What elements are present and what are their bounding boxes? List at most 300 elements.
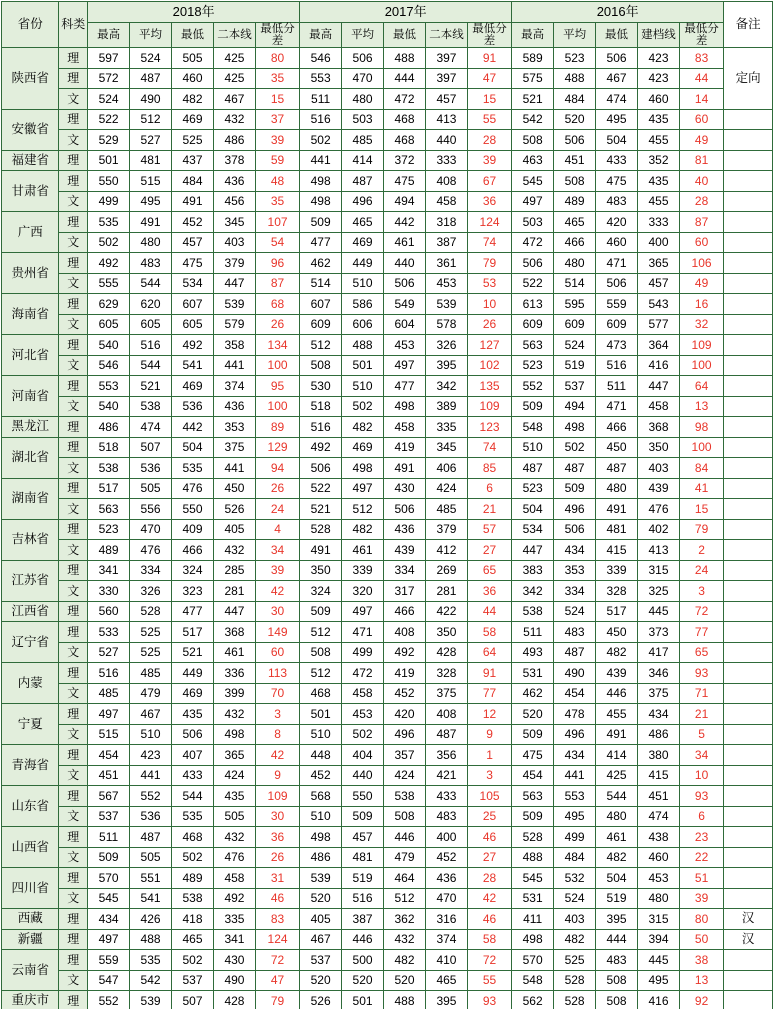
table-row [2,806,773,827]
province-cell: 云南省 [2,950,59,991]
score-cell-2018-3: 486 [213,130,255,151]
score-cell-2017-2: 604 [384,314,426,335]
score-cell-2017-3: 485 [426,499,468,520]
score-cell-2017-4: 127 [467,335,511,356]
score-cell-2018-2: 544 [172,786,214,807]
score-cell-2016-4: 14 [679,89,723,110]
score-cell-2017-2: 492 [384,642,426,663]
score-cell-2016-2: 425 [596,765,638,786]
score-cell-2016-2: 415 [596,540,638,561]
score-cell-2018-0: 535 [88,212,130,233]
score-cell-2016-0: 609 [512,314,554,335]
note-cell [724,130,773,151]
score-cell-2016-4: 38 [679,950,723,971]
note-cell [724,355,773,376]
score-cell-2016-2: 439 [596,663,638,684]
score-cell-2018-2: 535 [172,806,214,827]
score-cell-2018-0: 527 [88,642,130,663]
score-cell-2016-3: 423 [638,48,680,69]
score-cell-2017-1: 512 [342,499,384,520]
category-cell: 文 [59,232,88,253]
score-cell-2018-3: 358 [213,335,255,356]
score-cell-2018-1: 542 [130,970,172,991]
score-cell-2017-0: 537 [300,950,342,971]
score-cell-2018-4: 89 [255,417,299,438]
score-cell-2016-2: 414 [596,745,638,766]
category-cell: 文 [59,888,88,909]
score-cell-2017-4: 55 [467,970,511,991]
score-cell-2017-1: 503 [342,109,384,130]
note-cell [724,294,773,315]
score-cell-2016-1: 502 [554,437,596,458]
score-cell-2018-3: 379 [213,253,255,274]
note-cell [724,171,773,192]
score-cell-2018-3: 425 [213,48,255,69]
category-cell: 理 [59,437,88,458]
score-cell-2016-3: 577 [638,314,680,335]
score-cell-2017-4: 72 [467,950,511,971]
score-cell-2017-1: 414 [342,150,384,171]
score-cell-2016-3: 458 [638,396,680,417]
header-2017-line: 二本线 [426,23,468,48]
score-cell-2018-1: 544 [130,273,172,294]
score-cell-2016-2: 506 [596,48,638,69]
score-cell-2016-4: 60 [679,109,723,130]
score-cell-2018-2: 550 [172,499,214,520]
note-cell [724,745,773,766]
table-row [2,888,773,909]
note-cell [724,540,773,561]
score-cell-2016-1: 498 [554,417,596,438]
score-cell-2018-1: 524 [130,48,172,69]
score-cell-2018-3: 428 [213,991,255,1009]
score-cell-2016-0: 503 [512,212,554,233]
table-row [2,991,773,1009]
score-cell-2017-0: 501 [300,704,342,725]
score-cell-2017-2: 508 [384,806,426,827]
note-cell [724,683,773,704]
score-cell-2018-0: 597 [88,48,130,69]
score-cell-2017-2: 419 [384,437,426,458]
category-cell: 理 [59,601,88,622]
category-cell: 文 [59,581,88,602]
score-cell-2016-2: 395 [596,909,638,930]
score-cell-2016-4: 71 [679,683,723,704]
score-cell-2018-1: 467 [130,704,172,725]
score-cell-2018-2: 525 [172,130,214,151]
score-cell-2017-1: 482 [342,519,384,540]
score-cell-2016-4: 49 [679,273,723,294]
score-cell-2016-2: 450 [596,622,638,643]
score-cell-2017-0: 512 [300,622,342,643]
score-cell-2018-2: 433 [172,765,214,786]
score-cell-2017-2: 538 [384,786,426,807]
score-cell-2017-2: 408 [384,622,426,643]
score-cell-2017-1: 509 [342,806,384,827]
score-cell-2018-3: 403 [213,232,255,253]
score-cell-2016-0: 493 [512,642,554,663]
score-cell-2016-2: 508 [596,991,638,1009]
score-cell-2017-0: 324 [300,581,342,602]
score-cell-2017-3: 281 [426,581,468,602]
score-cell-2017-0: 512 [300,663,342,684]
score-cell-2017-1: 485 [342,130,384,151]
note-cell [724,786,773,807]
score-cell-2018-1: 528 [130,601,172,622]
score-cell-2017-2: 372 [384,150,426,171]
score-cell-2017-3: 452 [426,847,468,868]
score-cell-2018-2: 484 [172,171,214,192]
score-cell-2017-2: 461 [384,232,426,253]
score-cell-2017-0: 498 [300,191,342,212]
score-cell-2018-0: 517 [88,478,130,499]
score-cell-2016-2: 544 [596,786,638,807]
score-cell-2016-0: 545 [512,171,554,192]
score-cell-2016-4: 87 [679,212,723,233]
score-cell-2017-0: 516 [300,417,342,438]
note-cell [724,560,773,581]
score-cell-2017-4: 74 [467,232,511,253]
score-cell-2017-1: 510 [342,273,384,294]
score-cell-2018-0: 629 [88,294,130,315]
score-cell-2018-0: 570 [88,868,130,889]
score-cell-2016-0: 509 [512,806,554,827]
table-row [2,827,773,848]
score-cell-2018-4: 94 [255,458,299,479]
score-cell-2016-1: 466 [554,232,596,253]
table-row [2,560,773,581]
category-cell: 理 [59,991,88,1009]
score-cell-2016-4: 2 [679,540,723,561]
score-cell-2018-2: 538 [172,888,214,909]
score-cell-2018-0: 552 [88,991,130,1009]
score-cell-2017-4: 77 [467,683,511,704]
score-cell-2016-3: 445 [638,950,680,971]
score-cell-2018-4: 83 [255,909,299,930]
score-cell-2016-0: 510 [512,437,554,458]
score-cell-2018-1: 620 [130,294,172,315]
score-cell-2018-4: 15 [255,89,299,110]
table-row [2,499,773,520]
note-cell [724,150,773,171]
category-cell: 理 [59,786,88,807]
score-cell-2016-0: 463 [512,150,554,171]
score-cell-2018-3: 336 [213,663,255,684]
score-cell-2017-0: 486 [300,847,342,868]
score-cell-2016-3: 495 [638,970,680,991]
score-cell-2018-1: 556 [130,499,172,520]
score-cell-2017-4: 21 [467,499,511,520]
score-cell-2018-0: 486 [88,417,130,438]
province-cell: 甘肃省 [2,171,59,212]
score-cell-2018-2: 492 [172,335,214,356]
category-cell: 文 [59,89,88,110]
score-cell-2017-0: 509 [300,212,342,233]
score-cell-2017-2: 452 [384,683,426,704]
score-cell-2016-4: 83 [679,48,723,69]
province-cell: 辽宁省 [2,622,59,663]
score-cell-2016-0: 342 [512,581,554,602]
score-cell-2017-2: 317 [384,581,426,602]
table-row [2,458,773,479]
score-cell-2017-3: 487 [426,724,468,745]
score-cell-2018-0: 330 [88,581,130,602]
score-cell-2018-2: 605 [172,314,214,335]
province-cell: 宁夏 [2,704,59,745]
score-cell-2017-0: 498 [300,827,342,848]
score-cell-2018-0: 501 [88,150,130,171]
score-cell-2016-0: 575 [512,68,554,89]
score-cell-2017-2: 468 [384,130,426,151]
score-cell-2017-3: 374 [426,929,468,950]
score-cell-2017-4: 135 [467,376,511,397]
score-cell-2017-4: 1 [467,745,511,766]
score-cell-2018-0: 515 [88,724,130,745]
score-cell-2017-2: 472 [384,89,426,110]
score-cell-2017-1: 320 [342,581,384,602]
score-cell-2017-4: 27 [467,847,511,868]
note-cell [724,806,773,827]
score-cell-2016-3: 474 [638,806,680,827]
score-cell-2017-1: 457 [342,827,384,848]
note-cell [724,970,773,991]
score-cell-2017-3: 375 [426,683,468,704]
score-cell-2018-4: 26 [255,847,299,868]
score-cell-2017-2: 475 [384,171,426,192]
header-2018-line: 二本线 [213,23,255,48]
header-2017-diff: 最低分差 [467,23,511,48]
score-cell-2017-0: 477 [300,232,342,253]
score-cell-2018-1: 326 [130,581,172,602]
score-cell-2017-2: 491 [384,458,426,479]
score-cell-2018-0: 523 [88,519,130,540]
table-row [2,847,773,868]
score-cell-2018-1: 479 [130,683,172,704]
score-cell-2018-3: 368 [213,622,255,643]
score-cell-2017-0: 514 [300,273,342,294]
score-cell-2016-0: 520 [512,704,554,725]
score-cell-2018-1: 441 [130,765,172,786]
score-cell-2017-4: 36 [467,581,511,602]
score-cell-2016-2: 473 [596,335,638,356]
score-cell-2017-1: 472 [342,663,384,684]
score-cell-2017-2: 498 [384,396,426,417]
score-cell-2018-0: 538 [88,458,130,479]
score-cell-2017-3: 318 [426,212,468,233]
score-cell-2018-1: 487 [130,827,172,848]
score-cell-2016-0: 523 [512,355,554,376]
score-cell-2018-0: 516 [88,663,130,684]
table-row [2,601,773,622]
score-cell-2017-1: 496 [342,191,384,212]
table-row [2,191,773,212]
score-cell-2018-4: 3 [255,704,299,725]
note-cell [724,765,773,786]
score-cell-2016-1: 499 [554,827,596,848]
score-cell-2016-4: 13 [679,970,723,991]
score-cell-2016-0: 542 [512,109,554,130]
score-cell-2017-3: 397 [426,68,468,89]
score-cell-2018-4: 70 [255,683,299,704]
score-cell-2016-1: 454 [554,683,596,704]
category-cell: 理 [59,212,88,233]
score-cell-2017-3: 328 [426,663,468,684]
score-cell-2016-0: 447 [512,540,554,561]
score-cell-2016-1: 525 [554,950,596,971]
score-cell-2016-2: 450 [596,437,638,458]
score-cell-2017-2: 506 [384,499,426,520]
score-cell-2016-3: 403 [638,458,680,479]
score-cell-2016-2: 483 [596,950,638,971]
score-cell-2018-2: 469 [172,683,214,704]
table-row [2,109,773,130]
score-cell-2016-3: 375 [638,683,680,704]
score-cell-2018-4: 95 [255,376,299,397]
score-cell-2018-2: 521 [172,642,214,663]
table-row [2,396,773,417]
score-cell-2018-3: 441 [213,355,255,376]
score-cell-2016-0: 531 [512,663,554,684]
header-category: 科类 [59,2,88,48]
score-cell-2018-4: 149 [255,622,299,643]
category-cell: 文 [59,130,88,151]
score-cell-2017-1: 516 [342,888,384,909]
score-cell-2017-1: 519 [342,868,384,889]
province-cell: 黑龙江 [2,417,59,438]
score-cell-2017-1: 520 [342,970,384,991]
score-cell-2018-4: 100 [255,355,299,376]
score-cell-2018-4: 30 [255,806,299,827]
score-cell-2017-0: 462 [300,253,342,274]
category-cell: 文 [59,499,88,520]
category-cell: 文 [59,355,88,376]
score-cell-2017-0: 607 [300,294,342,315]
score-cell-2017-1: 550 [342,786,384,807]
score-cell-2016-1: 506 [554,519,596,540]
score-cell-2016-0: 613 [512,294,554,315]
score-cell-2017-1: 470 [342,68,384,89]
score-cell-2016-3: 543 [638,294,680,315]
score-cell-2016-1: 532 [554,868,596,889]
category-cell: 文 [59,847,88,868]
score-cell-2017-2: 479 [384,847,426,868]
score-cell-2018-2: 536 [172,396,214,417]
category-cell: 理 [59,560,88,581]
score-cell-2016-0: 548 [512,970,554,991]
table-row [2,130,773,151]
score-cell-2018-2: 465 [172,929,214,950]
score-cell-2016-1: 520 [554,109,596,130]
score-cell-2018-0: 545 [88,888,130,909]
score-cell-2016-4: 49 [679,130,723,151]
score-cell-2018-4: 129 [255,437,299,458]
score-cell-2017-1: 500 [342,950,384,971]
score-cell-2017-2: 444 [384,68,426,89]
score-cell-2016-4: 79 [679,519,723,540]
score-cell-2016-4: 72 [679,601,723,622]
score-cell-2018-2: 435 [172,704,214,725]
score-cell-2017-4: 91 [467,48,511,69]
note-cell [724,622,773,643]
score-cell-2017-3: 342 [426,376,468,397]
header-2017-avg: 平均 [342,23,384,48]
score-cell-2016-4: 100 [679,437,723,458]
score-cell-2016-3: 350 [638,437,680,458]
note-cell: 定向 [724,48,773,110]
score-cell-2017-4: 58 [467,929,511,950]
score-cell-2016-2: 455 [596,704,638,725]
category-cell: 文 [59,458,88,479]
score-cell-2017-4: 15 [467,89,511,110]
score-cell-2018-3: 432 [213,827,255,848]
score-cell-2017-0: 553 [300,68,342,89]
score-cell-2017-4: 105 [467,786,511,807]
score-cell-2017-1: 497 [342,601,384,622]
score-cell-2018-2: 534 [172,273,214,294]
note-cell [724,314,773,335]
score-cell-2016-3: 435 [638,171,680,192]
score-cell-2017-4: 28 [467,130,511,151]
score-cell-2018-1: 476 [130,540,172,561]
score-cell-2018-0: 567 [88,786,130,807]
score-cell-2017-2: 496 [384,724,426,745]
province-cell: 西藏 [2,909,59,930]
score-cell-2016-3: 415 [638,765,680,786]
score-cell-2017-2: 506 [384,273,426,294]
score-cell-2018-1: 470 [130,519,172,540]
score-cell-2016-1: 595 [554,294,596,315]
score-cell-2016-4: 41 [679,478,723,499]
score-cell-2017-1: 461 [342,540,384,561]
score-cell-2016-3: 352 [638,150,680,171]
score-cell-2017-1: 501 [342,991,384,1009]
header-2018-max: 最高 [88,23,130,48]
score-cell-2018-1: 485 [130,663,172,684]
score-cell-2016-3: 438 [638,827,680,848]
score-cell-2017-1: 506 [342,48,384,69]
score-cell-2018-2: 607 [172,294,214,315]
score-cell-2016-1: 496 [554,499,596,520]
category-cell: 理 [59,950,88,971]
score-cell-2016-1: 553 [554,786,596,807]
score-cell-2018-0: 572 [88,68,130,89]
score-cell-2018-1: 552 [130,786,172,807]
score-cell-2018-3: 450 [213,478,255,499]
table-row [2,376,773,397]
score-cell-2016-4: 84 [679,458,723,479]
score-cell-2018-0: 533 [88,622,130,643]
score-cell-2017-4: 36 [467,191,511,212]
score-cell-2018-3: 436 [213,396,255,417]
score-cell-2018-3: 498 [213,724,255,745]
score-cell-2017-2: 520 [384,970,426,991]
score-cell-2018-0: 550 [88,171,130,192]
score-cell-2018-2: 469 [172,376,214,397]
score-cell-2016-2: 474 [596,89,638,110]
score-cell-2017-1: 465 [342,212,384,233]
score-cell-2018-4: 54 [255,232,299,253]
score-cell-2018-4: 42 [255,745,299,766]
score-cell-2017-2: 549 [384,294,426,315]
score-cell-2016-3: 380 [638,745,680,766]
score-cell-2018-3: 424 [213,765,255,786]
score-cell-2017-3: 356 [426,745,468,766]
score-cell-2018-3: 432 [213,704,255,725]
score-cell-2018-4: 47 [255,970,299,991]
score-cell-2017-4: 42 [467,888,511,909]
score-cell-2018-2: 517 [172,622,214,643]
table-row [2,150,773,171]
